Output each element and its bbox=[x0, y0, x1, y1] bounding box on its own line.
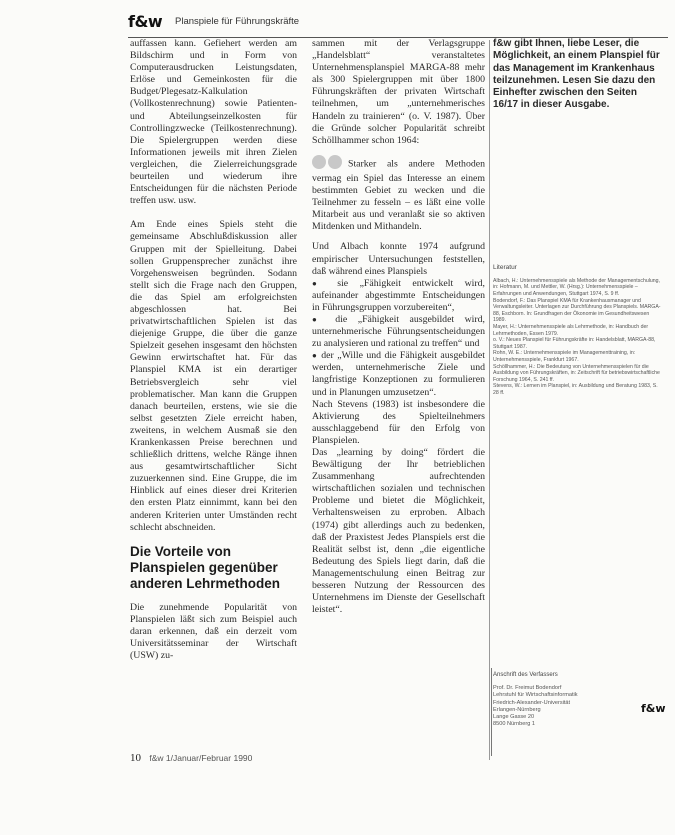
magazine-logo: f&w bbox=[128, 12, 163, 31]
address-line: Erlangen-Nürnberg bbox=[493, 706, 541, 713]
section-heading: Die Vorteile von Planspielen gegenüber anderen Lehrmethoden bbox=[130, 543, 281, 591]
page-header bbox=[128, 10, 668, 34]
page-footer bbox=[130, 752, 252, 764]
list-item bbox=[312, 278, 485, 314]
address-line: 8500 Nürnberg 1 bbox=[493, 721, 535, 728]
address-heading: Anschrift des Verfassers bbox=[493, 672, 558, 678]
list-item bbox=[312, 314, 485, 350]
running-title: Planspiele für Führungskräfte bbox=[175, 16, 300, 27]
col2-quote bbox=[312, 155, 485, 234]
column-3 bbox=[493, 38, 661, 397]
col2-paragraph-3: Und Albach konnte 1974 aufgrund empirischer Untersuchungen feststellen, daß während eines Planspiels bbox=[312, 241, 485, 277]
end-logo: f&w bbox=[641, 702, 666, 715]
reader-notice: f&w gibt Ihnen, liebe Leser, die Möglichkeit, an einem Planspiel für das Management im Krankenhaus teilzunehmen. Lesen Sie dazu den Einhefter zwischen den Seiten 16/17 in dieser Ausgabe. bbox=[493, 38, 660, 111]
col2-quote-text: Starker als andere Methoden vermag ein Spiel das Interesse an einem bestimmten Gebiet zu wecken und die Teilnehmer zu fesseln – es läßt eine volle Mitarbeit aus und veranlaßt sie so aktiven Mitdenken und Mithandeln. bbox=[312, 158, 485, 233]
col1-paragraph-3: Die zunehmende Popularität von Planspielen läßt sich zum Beispiel auch daran erkennen, daß ein derzeit vom Universitätsseminar der Wirtschaft (USW) zu- bbox=[130, 601, 297, 662]
col2-paragraph-5: Das „learning by doing“ fördert die Bewältigung der Ihr betrieblichen Zusammenhang aufrechtenden wirtschaftlichen sozialen und technischen Probleme und bietet die Möglichkeit, Verhaltensweisen zu erproben. Albach (1974) gibt allerdings auch zu bedenken, daß der Praxistest Jedes Planspiels erst die Realität selbst ist, denn „die eigentliche Bedeutung des Spiels liegt darin, daß die Managementschulung einen Beitrag zur besseren Nutzung der Ressourcen des Unternehmens im Dienste der Gesellschaft leistet“. bbox=[312, 447, 485, 616]
literature-entry: Bodendorf, F.: Das Planspiel KMA für Krankenhausmanager und Verwaltungsleiter. Unterlagen zur Durchführung des Planspiels. MARGA-88, Eschborn. In: Grundfragen der Ökonomie im Gesundheitswesen 1989. bbox=[493, 297, 661, 324]
list-item-text: sie „Fähigkeit entwickelt wird, aufeinander abgestimmte Entscheidungen in Führungsgruppen vorzubereiten“, bbox=[312, 277, 486, 313]
literature-entry: Mayer, H.: Unternehmensspiele als Lehrmethode, in: Handbuch der Lehrmethoden, Essen 1979. bbox=[493, 324, 649, 337]
column-2 bbox=[312, 38, 485, 616]
column-divider bbox=[489, 40, 490, 760]
list-item-text: der „Wille und die Fähigkeit ausgebildet werden, unternehmerische Ziele und langfristige Konzeptionen zu formulieren und in Planungen umzusetzen“. bbox=[312, 350, 485, 398]
literature-heading: Literatur bbox=[493, 263, 517, 271]
literature-entry: Rohn, W. E.: Unternehmensspiele im Managementtraining, in: Unternehmensspiele, Frankfurt 1967. bbox=[493, 350, 636, 363]
bullet-icon: ● bbox=[312, 314, 325, 324]
address-line: Lange Gasse 20 bbox=[493, 714, 535, 721]
col1-paragraph-1: auffassen kann. Gefiehert werden am Bildschirm und in Form von Computerausdrucken Leistungsdaten, Erlöse und Gemeinkosten für die Budget/Plegesatz-Kalkulation (Vollkostenrechnung) sowie Patienten- und Abteilungseinzelkosten für Controllingzwecke (Teilkostenrechnung). Die Spielergruppen werden diese Informationen jeweils mit ihren Zielen vergleichen, die Zielerreichungsgrade beurteilen und wiederum ihre Entscheidungen für die nächsten Periode treffen usw. usw. bbox=[130, 38, 297, 207]
col2-paragraph-4: Nach Stevens (1983) ist insbesondere die Aktivierung des Spielteilnehmers ausschlaggebend für den Erfolg von Planspielen. bbox=[312, 398, 485, 446]
literature-entry: Albach, H.: Unternehmensspiele als Methode der Managementschulung, in: Hofmann, M. und Mettler, W. (Hrsg.): Unternehmensspiele – Erfahrungen und Anwendungen, Stuttgart 1974, S. 9 ff. bbox=[493, 277, 660, 298]
list-item bbox=[312, 350, 485, 398]
column-1 bbox=[130, 38, 297, 662]
address-line: Lehrstuhl für Wirtschaftsinformatik bbox=[493, 692, 578, 699]
literature-entry: Schöllhammer, H.: Die Bedeutung von Unternehmensspielen für die Ausbildung von Führungskräften, in: Zeitschrift für betriebswirtschaftliche Forschung 1964, S. 241 ff. bbox=[493, 363, 660, 383]
col1-paragraph-2: Am Ende eines Spiels steht die gemeinsame Abschlußdiskussion aller Gruppen mit der Spielleitung. Dabei sollen Gruppensprecher zunächst ihre Vorgehensweisen begründen. Sodann stellt sich die Frage nach den Gruppen, die das Spiel am erfolgreichsten abgeschlossen hat. Bei privatwirtschaftlichen Spielen ist das diejenige Gruppe, die über die ganze Spielzeit gesehen insgesamt den höchsten Gewinn erwirtschaftet hat. Für das Planspiel KMA ist ein derartiger Betriebsvergleich sehr viel problematischer. Man kann die Gruppen danach beurteilen, erstens, wie sie die selbst gesetzten Ziele erreicht haben, zweitens, in welchem Ausmaß sie den Krankenkassen Preise berechnen und schließlich drittens, welche Ränge ihnen aus gesamtwirtschaftlicher Sicht zuzuerkennen sind. Eine Gruppe, die im Hinblick auf eines dieser drei Kriterien den ersten Platz einnimmt, kann bei den anderen Kriterien unter Umständen recht schlecht abschneiden. bbox=[130, 219, 297, 533]
address-line: Prof. Dr. Freimut Bodendorf bbox=[493, 685, 562, 692]
col2-paragraph-1: sammen mit der Verlagsgruppe „Handelsblatt“ veranstaltetes Unternehmensplanspiel MARGA-88 mehr als 300 Spielergruppen mit über 1800 Führungskräften der privaten Wirtschaft teilnehmen, um „unternehmerisches Handeln zu trainieren“ (o. V. 1987). Über die Gründe solcher Popularität schreibt Schöllhammer schon 1964: bbox=[312, 38, 485, 146]
list-item-text: die „Fähigkeit ausgebildet wird, unternehmerische Führungsentscheidungen zu analysieren und rational zu treffen“ und bbox=[312, 313, 485, 350]
bullet-icon: ● bbox=[312, 351, 318, 361]
address-line: Friedrich-Alexander-Universität bbox=[493, 699, 571, 706]
page-number: 10 bbox=[130, 752, 141, 764]
literature-entry: o. V.: Neues Planspiel für Führungskräfte in: Handelsblatt, MARGA-88, Stuttgart 1987. bbox=[493, 337, 656, 350]
bullet-icon: ● bbox=[312, 278, 326, 288]
quote-mark-icon bbox=[312, 155, 344, 173]
author-address bbox=[493, 672, 628, 728]
footer-issue: f&w 1/Januar/Februar 1990 bbox=[149, 753, 253, 763]
literature-entry: Stevens, W.: Lernen im Planspiel, in: Ausbildung und Beratung 1983, S. 28 ff. bbox=[493, 383, 658, 396]
address-divider bbox=[491, 668, 492, 756]
